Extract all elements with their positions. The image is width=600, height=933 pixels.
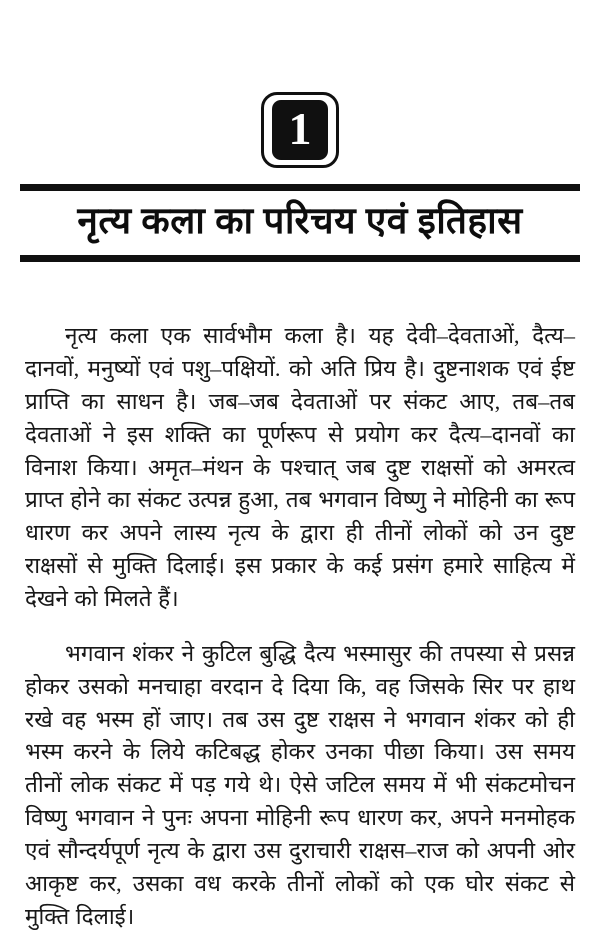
chapter-number-badge-inner xyxy=(272,100,328,160)
title-rule-top xyxy=(20,184,580,191)
chapter-title-block xyxy=(20,184,580,262)
title-rule-bottom xyxy=(20,255,580,262)
body-paragraph-1: नृत्य कला एक सार्वभौम कला है। यह देवी–देवताओं, दैत्य–दानवों, मनुष्यों एवं पशु–पक्षियों. को अति प्रिय है। दुष्टनाशक एवं ईष्ट प्राप्ति का साधन है। जब–जब देवताओं पर संकट आए, तब–तब देवताओं ने इस शक्ति का पूर्णरूप से प्रयोग कर दैत्य–दानवों का विनाश किया। अमृत–मंथन के पश्चात् जब दुष्ट राक्षसों को अमरत्व प्राप्त होने का संकट उत्पन्न हुआ, तब भगवान विष्णु ने मोहिनी का रूप धारण कर अपने लास्य नृत्य के द्वारा ही तीनों लोकों को उन दुष्ट राक्षसों से मुक्ति दिलाई। इस प्रकार के कई प्रसंग हमारे साहित्य में देखने को मिलते हैं। xyxy=(25,323,575,611)
body-text xyxy=(25,320,575,933)
chapter-badge-container xyxy=(0,0,600,168)
chapter-number: 1 xyxy=(288,103,312,154)
chapter-title: नृत्य कला का परिचय एवं इतिहास xyxy=(77,201,523,242)
chapter-number-badge xyxy=(261,92,339,168)
body-paragraph-2: भगवान शंकर ने कुटिल बुद्धि दैत्य भस्मासुर की तपस्या से प्रसन्न होकर उसको मनचाहा वरदान दे दिया कि, वह जिसके सिर पर हाथ रखे वह भस्म हों जाए। तब उस दुष्ट राक्षस ने भगवान शंकर को ही भस्म करने के लिये कटिबद्ध होकर उनका पीछा किया। उस समय तीनों लोक संकट में पड़ गये थे। ऐसे जटिल समय में भी संकटमोचन विष्णु भगवान ने पुनः अपना मोहिनी रूप धारण कर, अपने मनमोहक एवं सौन्दर्यपूर्ण नृत्य के द्वारा उस दुराचारी राक्षस–राज को अपनी ओर आकृष्ट कर, उसका वध करके तीनों लोकों को एक घोर संकट से मुक्ति दिलाई। xyxy=(25,640,575,929)
